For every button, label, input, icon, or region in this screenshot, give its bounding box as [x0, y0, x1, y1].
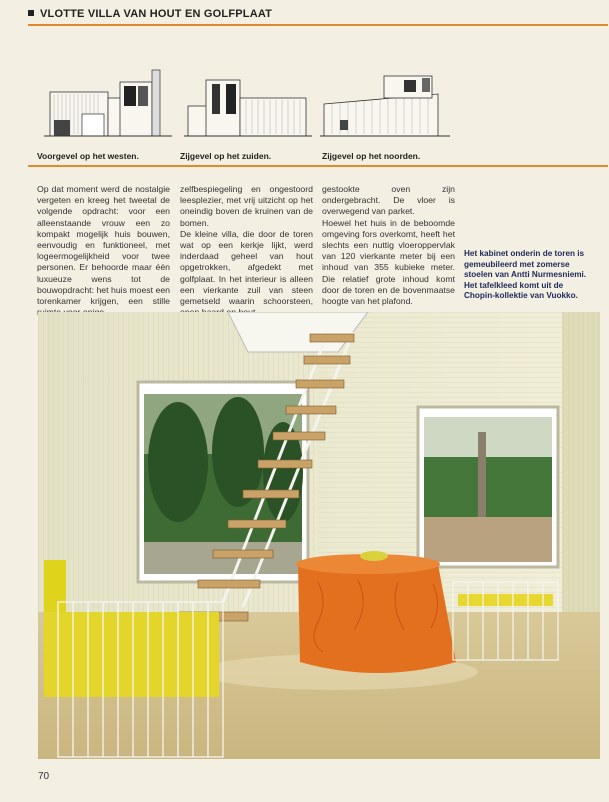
article-column-3 [322, 184, 455, 307]
caption-rule [28, 165, 608, 167]
interior-photo [38, 312, 600, 759]
article-column-1 [37, 184, 170, 318]
article-paragraph: Op dat moment werd de nostalgie vergeten en kreeg het tweetal de volgende opdracht: voor een alleenstaande vrouw een zo kompakt mogelijk huis bouwen, eenvoudig en funktioneel, met logeermogelijkheid voor twee personen. Er behoorde maar één luxueuze wens tot de bouwopdracht: het huis moest een torenkamer krijgen, een stille [37, 184, 170, 307]
south-elevation-drawing [180, 62, 320, 146]
page-number: 70 [38, 771, 50, 782]
article-paragraph: Hoewel het huis in de beboomde omgeving fors overkomt, heeft het slechts een nuttig vloeroppervlak van 120 vierkante meter bij een inhoud van 355 kubieke meter. Die relatief grote inhoud komt door de toren en de bovenmaatse hoogte van het plafond. [322, 217, 455, 307]
north-elevation-drawing [318, 62, 458, 146]
elevation-caption-north: Zijgevel op het noorden. [322, 151, 421, 161]
elevation-caption-south: Zijgevel op het zuiden. [180, 151, 272, 161]
header-rule [28, 24, 608, 26]
article-paragraph: De kleine villa, die door de toren wat op een kerkje lijkt, werd inderdaad geheel van hout opgetrokken, afgedekt met golfplaat. In het interieur is alleen een vierkante zuil van steen gemetseld waarin schoorsteen, [180, 228, 313, 307]
article-paragraph: zelfbespiegeling en ongestoord leesplezier, met vrij uitzicht op het oneindig boven de kruinen van de bomen. [180, 184, 313, 228]
west-elevation-drawing [40, 62, 180, 146]
header-title: VLOTTE VILLA VAN HOUT EN GOLFPLAAT [28, 8, 272, 20]
elevation-caption-west: Voorgevel op het westen. [37, 151, 139, 161]
photo-caption: Het kabinet onderin de toren is gemeubileerd met zomerse stoelen van Antti Nurmesniemi. Het tafelkleed komt uit de Chopin-kollektie van Vuokko. [464, 249, 587, 300]
article-paragraph: gestookte oven zijn ondergebracht. De vloer is overwegend van parket. [322, 184, 455, 217]
article-column-2 [180, 184, 313, 318]
